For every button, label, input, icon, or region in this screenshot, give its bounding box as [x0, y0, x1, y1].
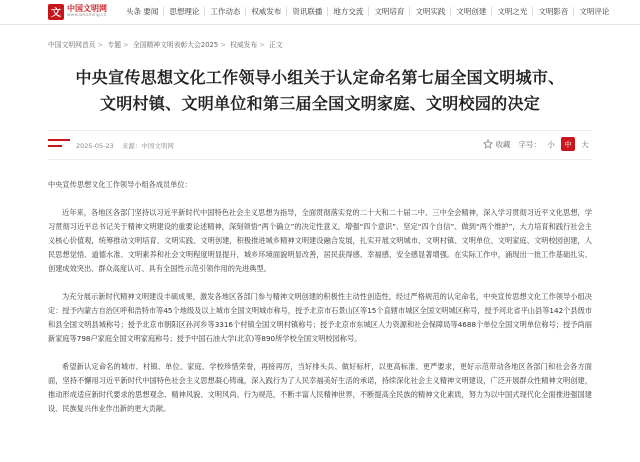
article-title-line2: 文明村镇、文明单位和第三届全国文明家庭、文明校园的决定 [99, 94, 541, 113]
article-tools [479, 137, 593, 151]
nav-item-theory[interactable]: 思想理论 [163, 7, 204, 16]
breadcrumb-separator: > [97, 41, 104, 49]
meta-accent-bar [48, 145, 62, 147]
font-size-medium-button[interactable]: 中 [561, 137, 575, 151]
meta-info [76, 141, 180, 150]
collect-icon[interactable] [482, 138, 494, 150]
breadcrumb-separator: > [123, 41, 129, 49]
logo-text [67, 5, 107, 19]
article-salutation: 中央宣传思想文化工作领导小组各成员单位： [48, 180, 192, 189]
nav-item-news[interactable]: 资讯联播 [286, 7, 327, 16]
breadcrumb-release[interactable]: 权威发布 [230, 41, 258, 49]
font-size-small-button[interactable]: 小 [547, 139, 555, 149]
site-logo[interactable] [48, 3, 112, 20]
nav-item-local[interactable]: 地方交流 [327, 7, 368, 16]
font-size-large-button[interactable]: 大 [581, 139, 589, 149]
font-size-label: 字号： [518, 139, 541, 149]
collect-label[interactable]: 收藏 [495, 139, 511, 149]
breadcrumb-current: 正文 [269, 41, 283, 49]
nav-item-comment[interactable]: 文明评论 [573, 7, 614, 16]
breadcrumb-event[interactable]: 全国精神文明表彰大会2025 [132, 41, 219, 49]
logo-url: www.wenming.cn [67, 12, 107, 18]
article-body [48, 178, 592, 430]
article-paragraph-3: 希望新认定命名的城市、村镇、单位、家庭、学校珍惜荣誉，再接再厉，当好排头兵、做好标杆，以更高标准、更严要求，更好示范带动各地区各部门和社会各方面面，坚持不懈用习近平新时代中国特色社会主义思想凝心铸魂，深入践行为了人民幸福美好生活的承诺，持续深化社会主义精神文明建设，广泛开展群众性精神文明创建，推动形成适应新时代要求的思想观念、精神风貌、文明风尚、行为规范，不断丰富人民精神世界，不断提高全民族的精神文化素质，努力为以中国式现代化全面推进强国建设、民族复兴伟业作出新的更大贡献。 [48, 362, 592, 413]
top-bar [0, 0, 640, 25]
nav-item-light[interactable]: 文明之光 [491, 7, 532, 16]
nav-item-work[interactable]: 工作动态 [204, 7, 245, 16]
breadcrumb-home[interactable]: 中国文明网首页 [48, 41, 96, 49]
article-paragraph-1: 近年来，各地区各部门坚持以习近平新时代中国特色社会主义思想为指导，全面贯彻落实党的二十大和二十届二中、三中全会精神，深入学习贯彻习近平文化思想，学习贯彻习近平总书记关于精神文明建设的重要论述精神，深刻领悟“两个确立”的决定性意义，增强“四个意识”、坚定“四个自信”、做到“两个维护”，大力培育和践行社会主义核心价值观，统筹推动文明培育、文明实践、文明创建，积极推进城乡精神文明建设融合发展，扎实开展文明城市、文明村镇、文明单位、文明家庭、文明校园创建，人民思想觉悟、道德水准、文明素养和社会文明程度明显提升，城乡环境面貌明显改善，居民获得感、幸福感、安全感显著增强。在实际工作中，涌现出一批工作基础扎实、创建成效突出、群众高度认可、具有全国性示范引领作用的先进典型。 [48, 208, 592, 273]
nav-item-create[interactable]: 文明创建 [450, 7, 491, 16]
article-title-line1: 中央宣传思想文化工作领导小组关于认定命名第七届全国文明城市、 [75, 68, 565, 87]
logo-name: 中国文明网 [67, 3, 107, 13]
nav-item-headlines[interactable]: 头条 要闻 [126, 7, 159, 16]
main-nav [121, 7, 614, 16]
article-paragraph-2: 为充分展示新时代精神文明建设丰硕成果，激发各地区各部门参与精神文明创建的积极性主动性创造性，经过严格规范的认定命名，中央宣传思想文化工作领导小组决定：授予内蒙古自治区呼和浩特市等45个地级及以上城市全国文明城市称号，授予北京市石景山区等15个直辖市城区全国文明城区称号，授予河北省平山县等142个县级市和县全国文明县城称号；授予北京市朝阳区孙河乡等3316个村镇全国文明村镇称号；授予北京市东城区人力资源和社会保障局等4688个单位全国文明单位称号；授予尚丽新家庭等798户家庭全国文明家庭称号；授予中国石油大学(北京)等890所学校全国文明校园称号。 [48, 292, 592, 343]
breadcrumb-topic[interactable]: 专题 [107, 41, 122, 49]
nav-item-cultivate[interactable]: 文明培育 [368, 7, 409, 16]
breadcrumb-separator: > [220, 41, 226, 49]
meta-source: 来源：中国文明网 [121, 142, 174, 150]
logo-mark: 文 [48, 4, 64, 20]
nav-item-media[interactable]: 文明影音 [532, 7, 573, 16]
breadcrumb-separator: > [259, 41, 265, 49]
nav-item-practice[interactable]: 文明实践 [409, 7, 450, 16]
breadcrumb [48, 39, 283, 49]
article-meta [48, 130, 592, 160]
meta-date: 2025-05-23 [76, 142, 114, 150]
nav-item-release[interactable]: 权威发布 [245, 7, 286, 16]
meta-accent-bar [48, 139, 70, 141]
